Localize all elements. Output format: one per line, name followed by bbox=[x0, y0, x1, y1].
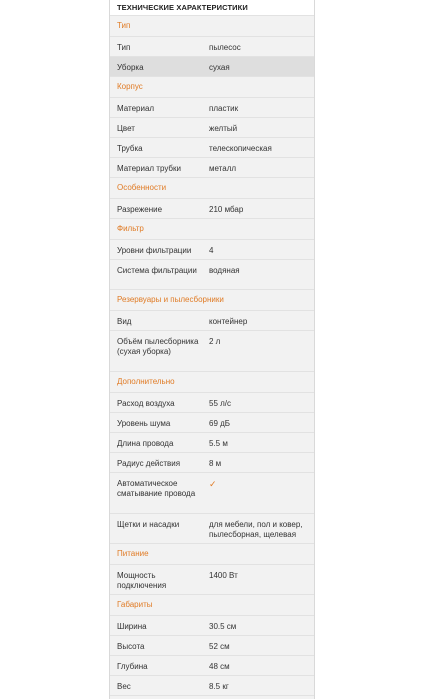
spec-row-cord-length bbox=[110, 433, 314, 453]
spec-value: 2 л bbox=[209, 337, 221, 346]
spec-row-power bbox=[110, 565, 314, 595]
spec-row-material bbox=[110, 98, 314, 118]
spec-row-color bbox=[110, 118, 314, 138]
section-header-filter: Фильтр bbox=[110, 219, 314, 240]
spec-value: 52 см bbox=[209, 642, 230, 651]
spec-row-suction bbox=[110, 199, 314, 219]
spec-value: 5.5 м bbox=[209, 439, 228, 448]
section-header-body: Корпус bbox=[110, 77, 314, 98]
spec-value: пластик bbox=[209, 104, 239, 113]
checkmark-icon: ✓ bbox=[209, 479, 217, 489]
spec-value: пылесос bbox=[209, 43, 241, 52]
spec-value: 55 л/с bbox=[209, 399, 232, 408]
spec-label: Глубина bbox=[117, 662, 148, 671]
spec-label: Длина провода bbox=[117, 439, 174, 448]
spec-row-range bbox=[110, 453, 314, 473]
spec-value: контейнер bbox=[209, 317, 248, 326]
spec-value: телескопическая bbox=[209, 144, 272, 153]
spec-row-width bbox=[110, 616, 314, 636]
spec-label: Материал трубки bbox=[117, 164, 181, 173]
spec-value: сухая bbox=[209, 63, 230, 72]
spec-value: 210 мбар bbox=[209, 205, 244, 214]
spec-label: Ширина bbox=[117, 622, 147, 631]
spec-row-container-type bbox=[110, 311, 314, 331]
spec-label: Тип bbox=[117, 43, 131, 52]
spec-row-cleaning[interactable] bbox=[110, 57, 314, 77]
specs-title: ТЕХНИЧЕСКИЕ ХАРАКТЕРИСТИКИ bbox=[110, 0, 314, 16]
spec-label: Разрежение bbox=[117, 205, 163, 214]
spec-row-type bbox=[110, 37, 314, 57]
spec-label: Автоматическое сматывание провода bbox=[117, 479, 196, 499]
spec-row-airflow bbox=[110, 393, 314, 413]
section-header-dimensions: Габариты bbox=[110, 595, 314, 616]
spec-label: Расход воздуха bbox=[117, 399, 175, 408]
section-header-additional: Дополнительно bbox=[110, 372, 314, 393]
spec-row-auto-rewind bbox=[110, 473, 314, 514]
spec-value: 69 дБ bbox=[209, 419, 231, 428]
spec-label: Объём пылесборника (сухая уборка) bbox=[117, 337, 199, 357]
spec-label: Радиус действия bbox=[117, 459, 181, 468]
spec-value: 8 м bbox=[209, 459, 222, 468]
spec-value: 1400 Вт bbox=[209, 571, 238, 580]
spec-label: Вид bbox=[117, 317, 132, 326]
spec-row-tube-material bbox=[110, 158, 314, 178]
spec-label: Уровни фильтрации bbox=[117, 246, 192, 255]
section-header-containers: Резервуары и пылесборники bbox=[110, 290, 314, 311]
spec-label: Щетки и насадки bbox=[117, 520, 180, 529]
spec-label: Мощность подключения bbox=[117, 571, 167, 591]
spec-row-weight bbox=[110, 676, 314, 696]
spec-row-tube bbox=[110, 138, 314, 158]
spec-label: Высота bbox=[117, 642, 145, 651]
spec-value: водяная bbox=[209, 266, 240, 275]
spec-row-dust-volume bbox=[110, 331, 314, 372]
spec-row-depth bbox=[110, 656, 314, 676]
spec-value: 8.5 кг bbox=[209, 682, 229, 691]
spec-value: желтый bbox=[209, 124, 238, 133]
spec-label: Цвет bbox=[117, 124, 135, 133]
spec-label: Вес bbox=[117, 682, 131, 691]
spec-value: 4 bbox=[209, 246, 214, 255]
spec-value: 48 см bbox=[209, 662, 230, 671]
section-header-power: Питание bbox=[110, 544, 314, 565]
spec-row-height bbox=[110, 636, 314, 656]
spec-row-noise bbox=[110, 413, 314, 433]
specs-panel bbox=[109, 0, 315, 699]
section-header-features: Особенности bbox=[110, 178, 314, 199]
spec-value: металл bbox=[209, 164, 237, 173]
spec-label: Уборка bbox=[117, 63, 144, 72]
spec-value: для мебели, пол и ковер, пылесборная, щелевая bbox=[209, 520, 303, 540]
section-header-type: Тип bbox=[110, 16, 314, 37]
spec-label: Материал bbox=[117, 104, 155, 113]
spec-label: Трубка bbox=[117, 144, 143, 153]
spec-row-filter-system bbox=[110, 260, 314, 290]
spec-label: Уровень шума bbox=[117, 419, 171, 428]
spec-row-attachments bbox=[110, 514, 314, 544]
spec-row-filter-levels bbox=[110, 240, 314, 260]
spec-value: 30.5 см bbox=[209, 622, 237, 631]
spec-label: Система фильтрации bbox=[117, 266, 197, 275]
